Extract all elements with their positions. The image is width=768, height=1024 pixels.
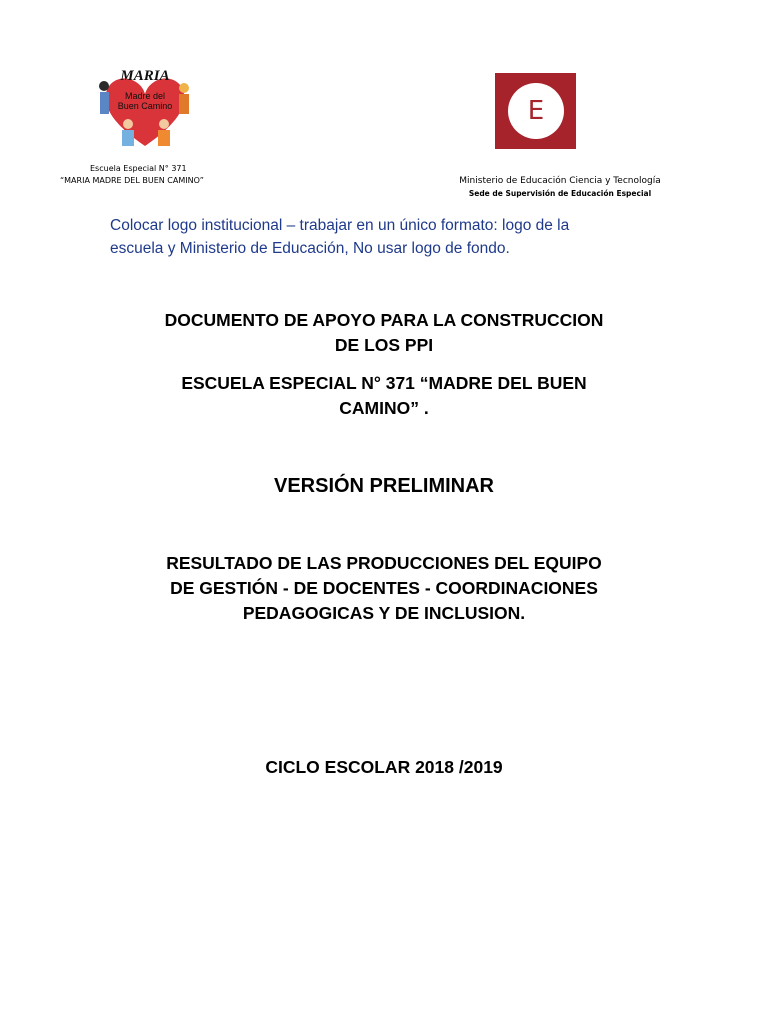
document-title-line2: DE LOS PPI	[334, 335, 434, 355]
child-left-body	[100, 92, 109, 114]
child-right-body	[179, 94, 189, 114]
school-title-line1: ESCUELA ESPECIAL N° 371 “MADRE DEL BUEN	[181, 373, 587, 393]
school-caption-line2: “MARIA MADRE DEL BUEN CAMINO”	[60, 176, 204, 185]
child-bottom-right-body	[158, 130, 170, 146]
ministry-caption	[400, 175, 720, 199]
result-line3: PEDAGOGICAS Y DE INCLUSION.	[242, 603, 526, 623]
instruction-note	[110, 214, 670, 260]
ministry-caption-line1: Ministerio de Educación Ciencia y Tecnología	[459, 176, 661, 186]
ministry-caption-line2: Sede de Supervisión de Educación Especial	[468, 189, 652, 198]
child-bottom-left-body	[122, 130, 134, 146]
school-caption	[60, 163, 260, 187]
heart-shape	[106, 78, 184, 146]
school-title	[100, 371, 668, 421]
child-bottom-left-head	[123, 119, 133, 129]
school-title-line2: CAMINO” .	[339, 398, 429, 418]
school-cycle: CICLO ESCOLAR 2018 /2019	[265, 757, 503, 777]
ministry-logo-letter: E	[508, 83, 564, 139]
result-heading	[100, 551, 668, 626]
result-line1: RESULTADO DE LAS PRODUCCIONES DEL EQUIPO	[166, 553, 602, 573]
instruction-line2: escuela y Ministerio de Educación, No usar logo de fondo.	[110, 240, 510, 257]
child-bottom-right-head	[159, 119, 169, 129]
logo-word-buen-camino: Buen Camino	[117, 101, 173, 111]
version-heading: VERSIÓN PRELIMINAR	[273, 475, 495, 497]
instruction-line1: Colocar logo institucional – trabajar en un único formato: logo de la	[110, 217, 570, 234]
ministry-logo	[495, 73, 576, 149]
logo-word-madre-del: Madre del	[124, 91, 166, 101]
result-line2: DE GESTIÓN - DE DOCENTES - COORDINACIONES	[170, 578, 598, 598]
child-right-head	[179, 83, 189, 93]
logo-word-maria: MARIA	[120, 68, 170, 84]
child-left-head	[99, 81, 109, 91]
document-title-line1: DOCUMENTO DE APOYO PARA LA CONSTRUCCION	[164, 310, 604, 330]
school-logo	[96, 66, 194, 150]
document-title	[100, 308, 668, 358]
school-caption-line1: Escuela Especial N° 371	[90, 164, 187, 173]
